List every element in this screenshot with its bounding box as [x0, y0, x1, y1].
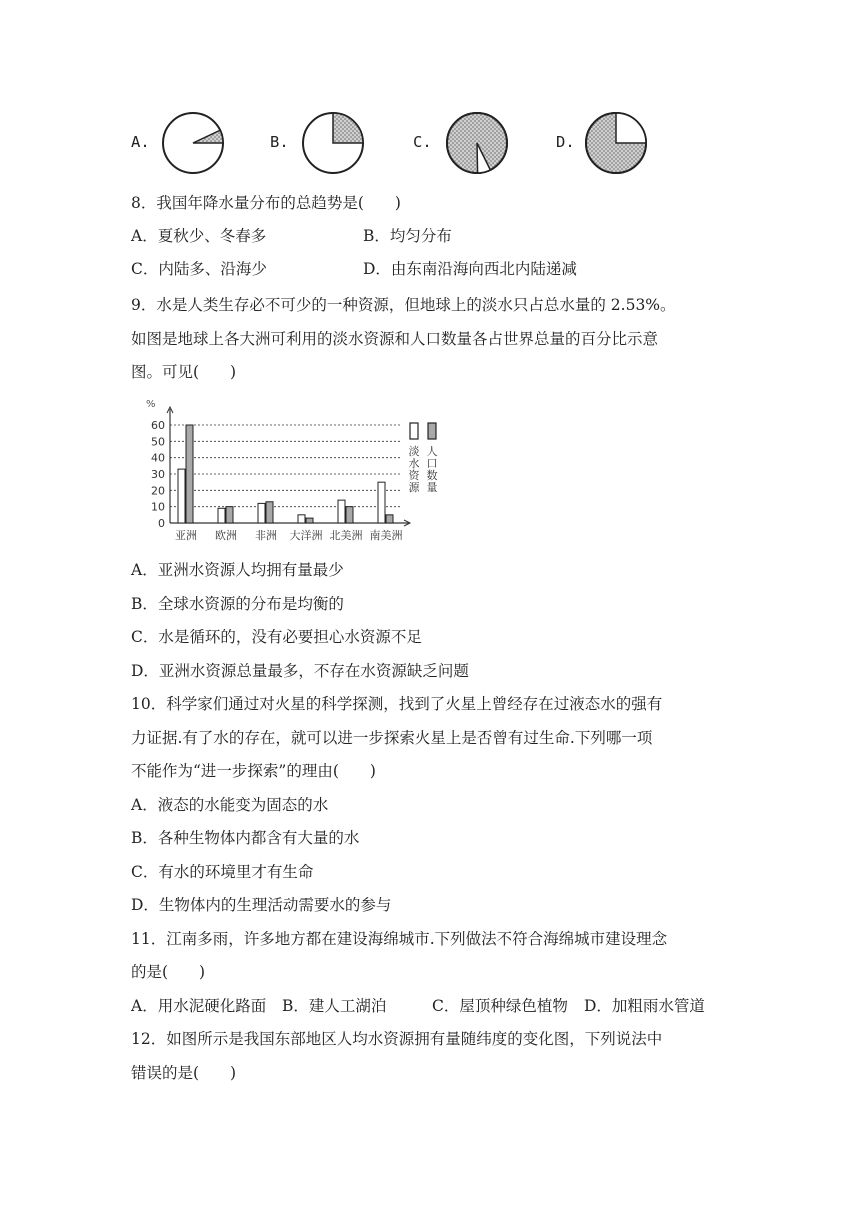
- pie-option-b: [300, 110, 366, 176]
- q9-option-c: C．水是循环的，没有必要担心水资源不足: [131, 628, 422, 646]
- q9-option-b: B．全球水资源的分布是均衡的: [131, 595, 344, 613]
- bar-fresh-water: [218, 508, 225, 523]
- q8-stem: 8．我国年降水量分布的总趋势是( ): [131, 194, 401, 212]
- bar-fresh-water: [298, 515, 305, 523]
- q8-option-c: C．内陆多、沿海少: [131, 260, 267, 278]
- q10-option-d: D．生物体内的生理活动需要水的参与: [131, 896, 392, 914]
- option-c-label: C.: [413, 133, 432, 151]
- bar-population: [266, 502, 273, 523]
- q12-stem-line-1: 12．如图所示是我国东部地区人均水资源拥有量随纬度的变化图，下列说法中: [131, 1030, 663, 1048]
- q10-option-c: C．有水的环境里才有生命: [131, 863, 314, 881]
- q11-option-c: C．屋顶种绿色植物: [432, 997, 568, 1015]
- legend-swatch-fresh-water: [410, 423, 418, 439]
- q8-option-b: B．均匀分布: [363, 227, 452, 245]
- bar-population: [386, 515, 393, 523]
- x-tick-label: 北美洲: [329, 529, 363, 542]
- x-tick-label: 南美洲: [369, 529, 403, 542]
- q12-stem-line-2: 错误的是( ): [131, 1064, 237, 1082]
- legend-label-population: 人口数量: [426, 445, 438, 494]
- q10-stem-line-2: 力证据.有了水的存在，就可以进一步探索火星上是否曾有过生命.下列哪一项: [131, 729, 653, 747]
- q11-stem-line-1: 11．江南多雨，许多地方都在建设海绵城市.下列做法不符合海绵城市建设理念: [131, 930, 668, 948]
- y-tick-label: 10: [151, 500, 165, 514]
- x-tick-label: 非洲: [255, 529, 277, 542]
- y-tick-label: 30: [151, 468, 165, 481]
- legend-label-fresh-water: 淡水资源: [408, 445, 420, 494]
- option-b-label: B.: [270, 133, 289, 151]
- q11-option-b: B．建人工湖泊: [282, 997, 387, 1015]
- q10-option-b: B．各种生物体内都含有大量的水: [131, 829, 360, 847]
- option-d-label: D.: [556, 133, 575, 151]
- pie-shaded-sector: [333, 113, 363, 143]
- x-tick-label: 大洋洲: [289, 529, 323, 542]
- q9-option-a: A．亚洲水资源人均拥有量最少: [131, 561, 344, 579]
- x-tick-label: 欧洲: [215, 529, 237, 542]
- bar-fresh-water: [258, 503, 265, 523]
- pie-option-c: [444, 110, 510, 176]
- bar-fresh-water: [338, 500, 345, 523]
- legend-swatch-population: [428, 423, 436, 439]
- q9-option-d: D．亚洲水资源总量最多，不存在水资源缺乏问题: [131, 662, 469, 680]
- q10-option-a: A．液态的水能变为固态的水: [131, 796, 329, 814]
- y-axis-label: %: [146, 399, 156, 410]
- q10-stem-line-1: 10．科学家们通过对火星的科学探测，找到了火星上曾经存在过液态水的强有: [131, 695, 663, 713]
- q9-stem-line-1: 9．水是人类生存必不可少的一种资源，但地球上的淡水只占总水量的 2.53%。: [131, 296, 676, 314]
- q8-option-a: A．夏秋少、冬春多: [131, 227, 267, 245]
- pie-option-d: [583, 110, 649, 176]
- bar-fresh-water: [178, 469, 185, 523]
- x-tick-label: 亚洲: [175, 529, 197, 542]
- option-a-label: A.: [131, 133, 150, 151]
- q9-stem-line-3: 图。可见( ): [131, 363, 237, 381]
- y-tick-label: 40: [151, 451, 165, 465]
- q10-stem-line-3: 不能作为“进一步探索”的理由( ): [131, 762, 376, 780]
- q11-option-d: D．加粗雨水管道: [584, 997, 705, 1015]
- q9-stem-line-2: 如图是地球上各大洲可利用的淡水资源和人口数量各占世界总量的百分比示意: [131, 330, 659, 348]
- bar-population: [226, 507, 233, 523]
- y-tick-label: 20: [151, 484, 165, 498]
- pie-shaded-sector: [616, 113, 646, 143]
- bar-population: [186, 425, 193, 523]
- q8-option-d: D．由东南沿海向西北内陆递减: [363, 260, 577, 278]
- q11-stem-line-2: 的是( ): [131, 963, 206, 981]
- y-tick-label: 60: [151, 419, 165, 432]
- bar-fresh-water: [378, 482, 385, 523]
- q11-option-a: A．用水泥硬化路面: [131, 997, 267, 1015]
- bar-population: [346, 507, 353, 523]
- pie-option-a: [160, 110, 226, 176]
- bar-population: [306, 518, 313, 523]
- water-population-bar-chart: [140, 395, 450, 553]
- y-tick-label: 50: [151, 435, 165, 449]
- y-tick-label: 0: [158, 517, 165, 530]
